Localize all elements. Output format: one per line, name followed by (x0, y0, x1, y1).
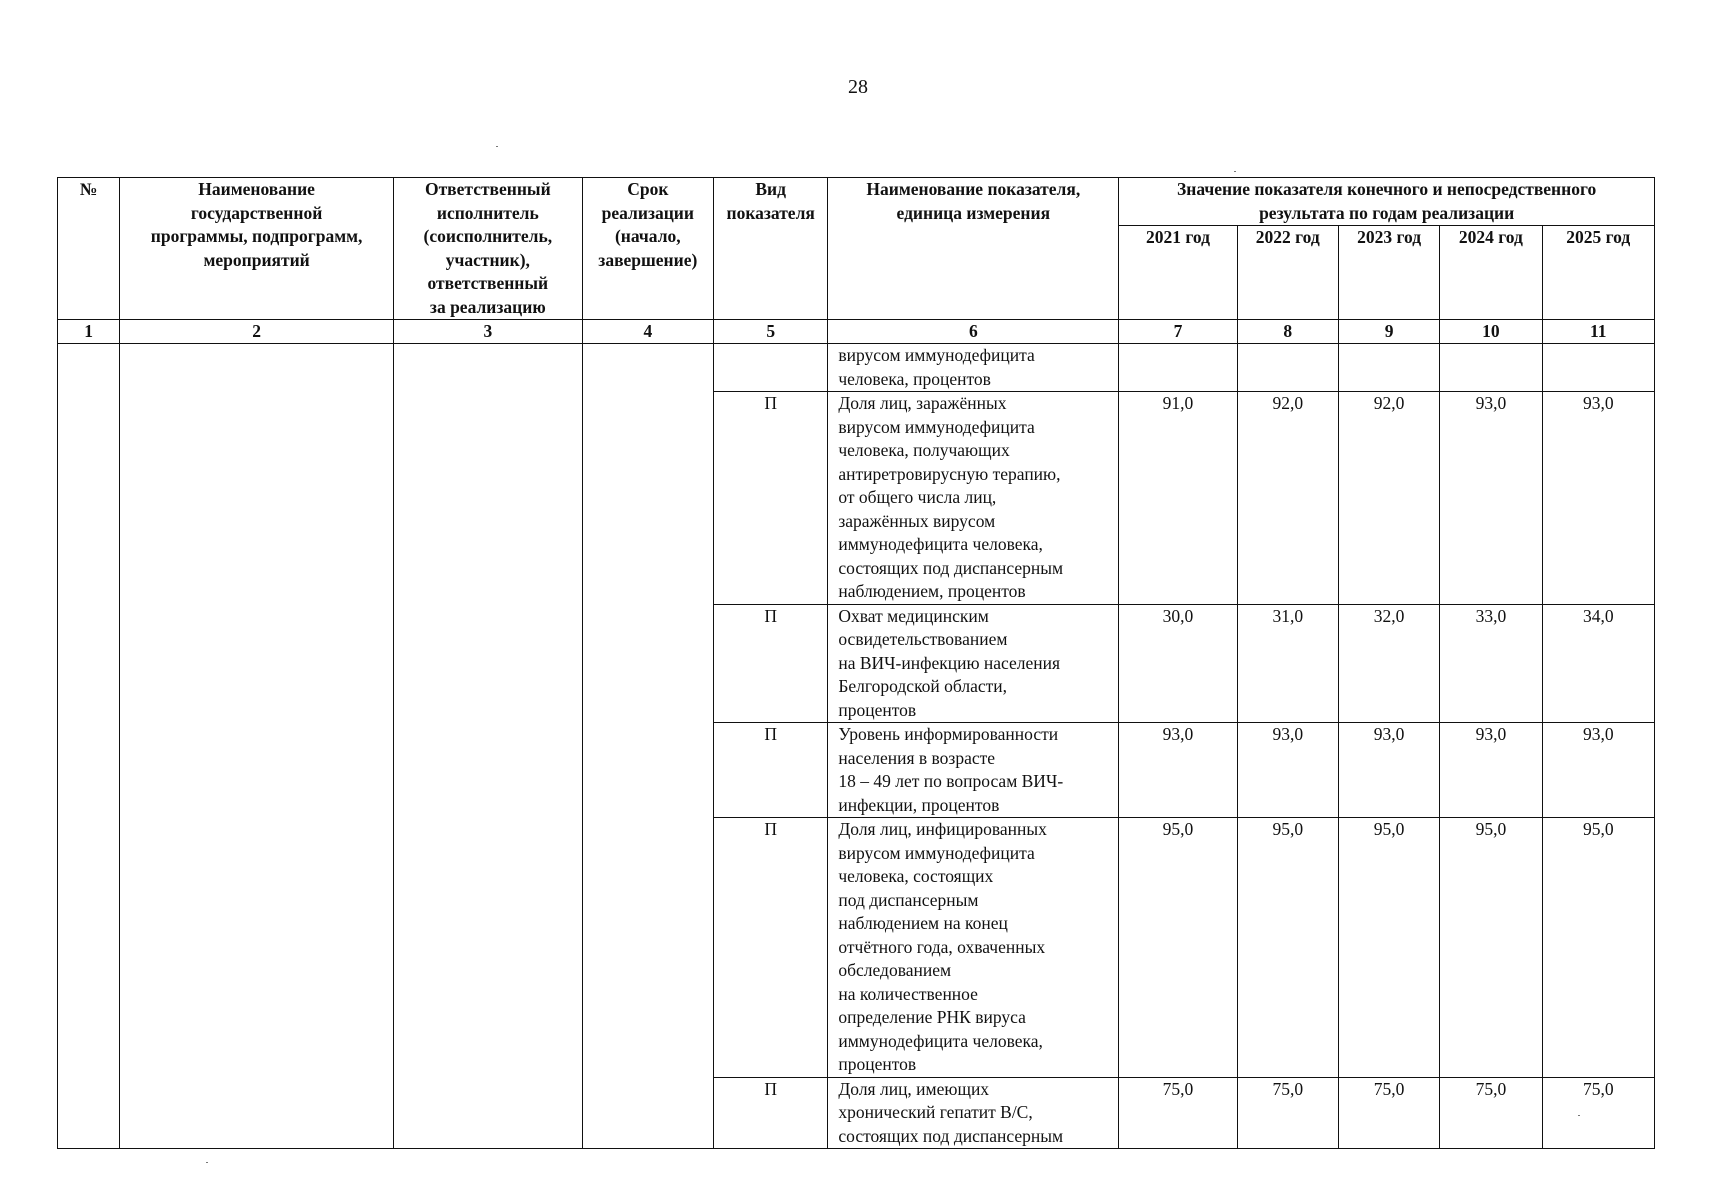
header-number: № (58, 178, 120, 320)
value-2024: 95,0 (1440, 818, 1542, 1078)
indicator-kind: П (714, 818, 828, 1078)
indicator-name: Уровень информированности населения в возрасте 18 – 49 лет по вопросам ВИЧ- инфекции, процентов (828, 723, 1119, 818)
header-year: 2024 год (1440, 226, 1542, 320)
value-2025: 75,0 (1542, 1077, 1654, 1149)
value-2022: 93,0 (1237, 723, 1338, 818)
value-2021: 30,0 (1119, 604, 1237, 723)
header-year: 2023 год (1338, 226, 1439, 320)
value-2023: 75,0 (1338, 1077, 1439, 1149)
value-2025: 95,0 (1542, 818, 1654, 1078)
header-indicator-name: Наименование показателя, единица измерения (828, 178, 1119, 320)
header-year: 2022 год (1237, 226, 1338, 320)
page-number: 28 (848, 76, 868, 98)
value-2025: 93,0 (1542, 723, 1654, 818)
value-2024: 33,0 (1440, 604, 1542, 723)
indicator-name: Доля лиц, инфицированных вирусом иммунодефицита человека, состоящих под диспансерным наблюдением на конец отчётного года, охваченных обследованием на количественное определение РНК вируса иммунодефицита человека, процентов (828, 818, 1119, 1078)
column-number: 8 (1237, 320, 1338, 344)
header-year: 2025 год (1542, 226, 1654, 320)
indicator-name: Доля лиц, заражённых вирусом иммунодефицита человека, получающих антиретровирусную терапию, от общего числа лиц, заражённых вирусом иммунодефицита человека, состоящих под диспансерным наблюдением, процентов (828, 392, 1119, 605)
indicator-kind: П (714, 1077, 828, 1149)
value-2025: 34,0 (1542, 604, 1654, 723)
value-2022: 75,0 (1237, 1077, 1338, 1149)
header-values-group: Значение показателя конечного и непосредственного результата по годам реализации (1119, 178, 1655, 226)
value-2024: 93,0 (1440, 723, 1542, 818)
scan-speck (1234, 171, 1236, 172)
value-2024: 75,0 (1440, 1077, 1542, 1149)
value-2023: 92,0 (1338, 392, 1439, 605)
program-cell (120, 344, 394, 1149)
value-2023: 32,0 (1338, 604, 1439, 723)
indicators-table (57, 177, 1655, 1149)
value-2022: 92,0 (1237, 392, 1338, 605)
value-2021: 91,0 (1119, 392, 1237, 605)
value-2022 (1237, 344, 1338, 392)
indicator-name: вирусом иммунодефицита человека, процентов (828, 344, 1119, 392)
column-number: 10 (1440, 320, 1542, 344)
indicator-kind: П (714, 723, 828, 818)
value-2021: 95,0 (1119, 818, 1237, 1078)
indicator-kind (714, 344, 828, 392)
column-number: 11 (1542, 320, 1654, 344)
header-program-name: Наименование государственной программы, подпрограмм, мероприятий (120, 178, 394, 320)
value-2023 (1338, 344, 1439, 392)
value-2022: 95,0 (1237, 818, 1338, 1078)
term-cell (582, 344, 713, 1149)
value-2021: 75,0 (1119, 1077, 1237, 1149)
value-2023: 93,0 (1338, 723, 1439, 818)
column-number: 5 (714, 320, 828, 344)
number-cell (58, 344, 120, 1149)
indicator-kind: П (714, 392, 828, 605)
column-number: 1 (58, 320, 120, 344)
executor-cell (394, 344, 583, 1149)
table-row (58, 344, 1655, 392)
value-2022: 31,0 (1237, 604, 1338, 723)
value-2025 (1542, 344, 1654, 392)
column-number: 4 (582, 320, 713, 344)
column-number: 3 (394, 320, 583, 344)
header-year: 2021 год (1119, 226, 1237, 320)
value-2024: 93,0 (1440, 392, 1542, 605)
indicator-name: Доля лиц, имеющих хронический гепатит В/С, состоящих под диспансерным (828, 1077, 1119, 1149)
column-number: 6 (828, 320, 1119, 344)
header-term: Срок реализации (начало, завершение) (582, 178, 713, 320)
value-2025: 93,0 (1542, 392, 1654, 605)
scan-speck (1578, 1115, 1580, 1116)
indicator-name: Охват медицинским освидетельствованием на ВИЧ-инфекцию населения Белгородской области, процентов (828, 604, 1119, 723)
value-2021 (1119, 344, 1237, 392)
column-numbers-row (58, 320, 1655, 344)
column-number: 2 (120, 320, 394, 344)
indicator-kind: П (714, 604, 828, 723)
value-2024 (1440, 344, 1542, 392)
scan-speck (206, 1162, 208, 1163)
scan-speck (496, 146, 498, 147)
header-executor: Ответственный исполнитель (соисполнитель, участник), ответственный за реализацию (394, 178, 583, 320)
value-2023: 95,0 (1338, 818, 1439, 1078)
column-number: 7 (1119, 320, 1237, 344)
header-indicator-kind: Вид показателя (714, 178, 828, 320)
header-row (58, 178, 1655, 226)
value-2021: 93,0 (1119, 723, 1237, 818)
column-number: 9 (1338, 320, 1439, 344)
